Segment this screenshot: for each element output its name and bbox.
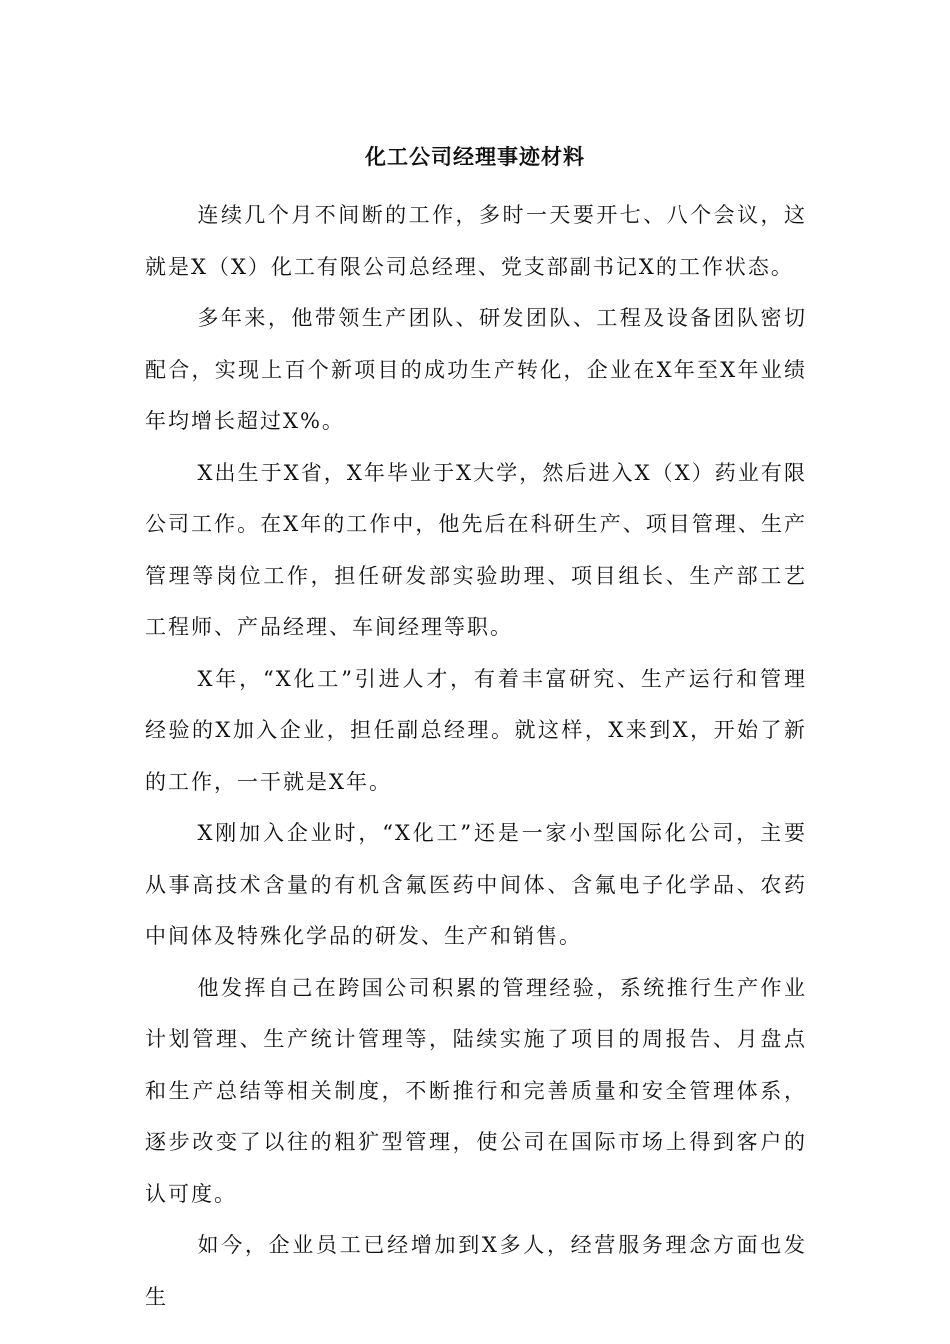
paragraph: X出生于X省，X年毕业于X大学，然后进入X（X）药业有限公司工作。在X年的工作中，他先后在科研生产、项目管理、生产管理等岗位工作，担任研发部实验助理、项目组长、生产部工艺工程师、产品经理、车间经理等职。 <box>145 460 807 639</box>
paragraph: 如今，企业员工已经增加到X多人，经营服务理念方面也发生 <box>145 1233 807 1309</box>
paragraph: X年，“X化工”引进人才，有着丰富研究、生产运行和管理经验的X加入企业，担任副总经理。就这样，X来到X，开始了新的工作，一干就是X年。 <box>145 666 807 794</box>
paragraph: X刚加入企业时，“X化工”还是一家小型国际化公司，主要从事高技术含量的有机含氟医药中间体、含氟电子化学品、农药中间体及特殊化学品的研发、生产和销售。 <box>145 821 807 948</box>
document-body <box>145 190 807 1323</box>
paragraph: 多年来，他带领生产团队、研发团队、工程及设备团队密切配合，实现上百个新项目的成功生产转化，企业在X年至X年业绩年均增长超过X%。 <box>145 306 807 433</box>
paragraph: 他发挥自己在跨国公司积累的管理经验，系统推行生产作业计划管理、生产统计管理等，陆续实施了项目的周报告、月盘点和生产总结等相关制度，不断推行和完善质量和安全管理体系，逐步改变了以往的粗犷型管理，使公司在国际市场上得到客户的认可度。 <box>145 975 807 1206</box>
document-title: 化工公司经理事迹材料 <box>365 145 585 169</box>
paragraph: 连续几个月不间断的工作，多时一天要开七、八个会议，这就是X（X）化工有限公司总经理、党支部副书记X的工作状态。 <box>145 203 807 279</box>
